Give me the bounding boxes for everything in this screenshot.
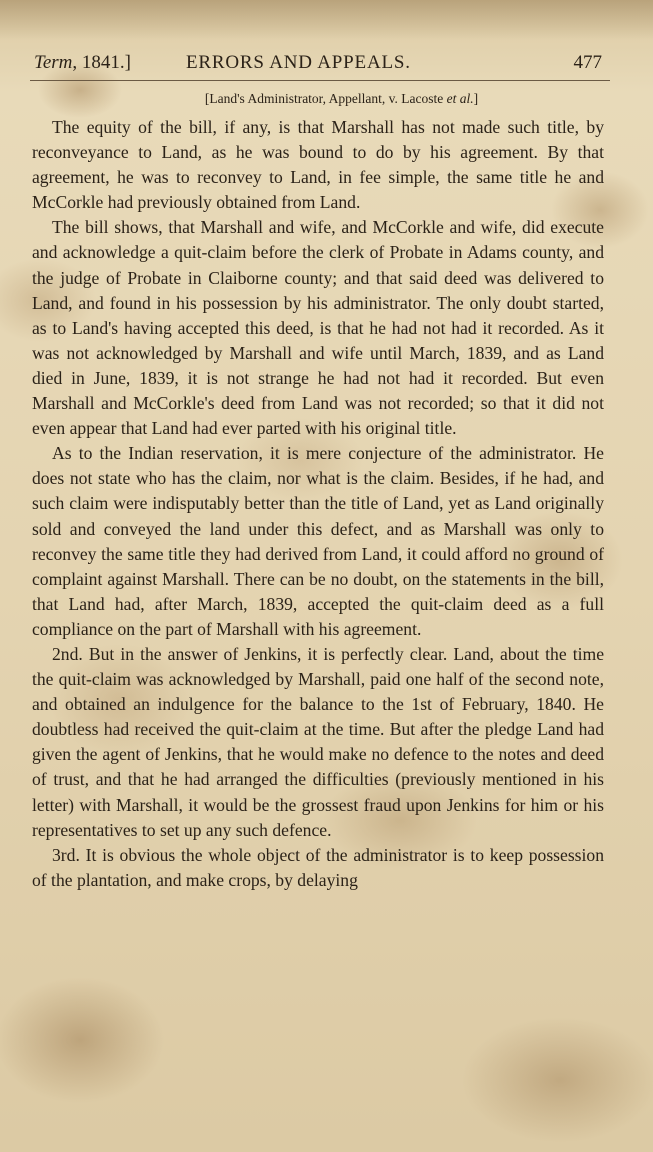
paragraph: The bill shows, that Marshall and wife, and McCorkle and wife, did execute and acknowledge a quit-claim before the clerk of Probate in Adams county, and the judge of Probate in Claiborne county; and that said deed was delivered to Land, and found in his possession by his administrator. The only doubt started, as to Land's having accepted this deed, is that he had not had it recorded. As it was not acknowledged by Marshall and wife until March, 1839, and as Land died in June, 1839, it is not strange he had not had it recorded. But even Marshall and McCorkle's deed from Land was not recorded; so that it did not even appear that Land had ever parted with his original title. — [32, 217, 604, 439]
header-term: Term, 1841.] — [34, 52, 131, 73]
paragraph: 2nd. But in the answer of Jenkins, it is perfectly clear. Land, about the time the quit-claim was acknowledged by Marshall, paid one half of the second note, and obtained an indulgence for the balance to the 1st of February, 1840. He doubtless had received the quit-claim at the time. But after the pledge Land had given the agent of Jenkins, that he would make no defence to the notes and deed of trust, and that he had arranged the difficulties (previously mentioned in his letter) with Marshall, it would be the grossest fraud upon Jenkins for him or his representatives to set up any such defence. — [32, 643, 604, 840]
paragraph: The equity of the bill, if any, is that Marshall has not made such title, by reconveyance to Land, as he was bound to do by his agreement. By that agreement, he was to reconvey to Land, in fee simple, the same title he and McCorkle had previously obtained from Land. — [32, 117, 604, 213]
body-text — [32, 115, 604, 893]
running-header — [34, 50, 602, 76]
paragraph: 3rd. It is obvious the whole object of the administrator is to keep possession of the plantation, and make crops, by delaying — [32, 844, 604, 890]
case-caption-text: [Land's Administrator, Appellant, v. Lacoste et al.] — [204, 91, 479, 106]
page-fold-shadow — [0, 0, 653, 40]
case-caption — [0, 90, 653, 108]
header-title: ERRORS AND APPEALS. — [186, 52, 411, 73]
page-number: 477 — [573, 52, 602, 73]
paragraph: As to the Indian reservation, it is mere conjecture of the administrator. He does not state who has the claim, nor what is the claim. Besides, if he had, and such claim were indisputably better than the title of Land, yet as Land originally sold and conveyed the land under this defect, and as Marshall was only to reconvey the same title they had derived from Land, it could afford no ground of complaint against Marshall. There can be no doubt, on the statements in the bill, that Land had, after March, 1839, accepted the quit-claim deed as a full compliance on the part of Marshall with his agreement. — [32, 443, 604, 639]
header-rule — [30, 80, 610, 81]
